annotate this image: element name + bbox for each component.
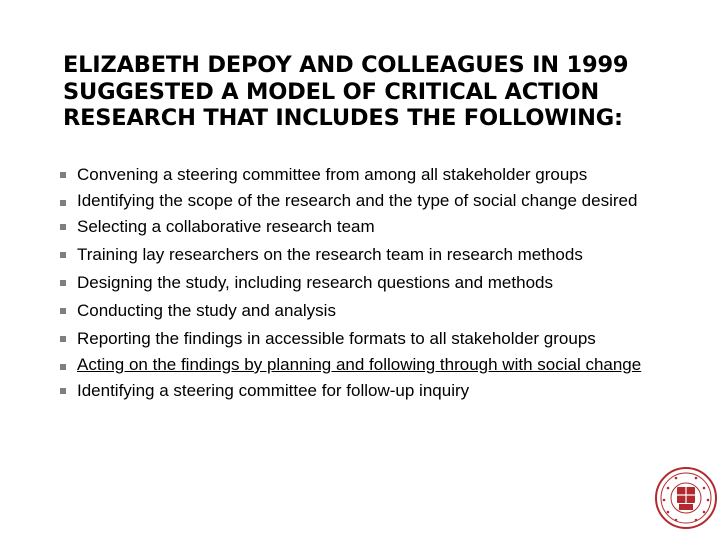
- title-line-3: RESEARCH THAT INCLUDES THE FOLLOWING:: [63, 105, 623, 131]
- bullet-text: Training lay researchers on the research team in research methods: [77, 245, 583, 264]
- bullet-marker-icon: [60, 336, 66, 342]
- bullet-marker-icon: [60, 280, 66, 286]
- title-line-2: SUGGESTED A MODEL OF CRITICAL ACTION: [63, 78, 599, 105]
- bullet-item: [60, 166, 680, 183]
- bullet-marker-icon: [60, 200, 66, 206]
- bullet-text: Conducting the study and analysis: [77, 301, 336, 320]
- university-seal-icon: [650, 460, 720, 540]
- bullet-item: [60, 191, 680, 210]
- bullet-item: [60, 246, 680, 263]
- slide-title: [63, 52, 663, 132]
- bullet-marker-icon: [60, 388, 66, 394]
- bullet-item: [60, 274, 680, 291]
- bullet-text: Identifying a steering committee for follow-up inquiry: [77, 381, 470, 400]
- bullet-item: [60, 330, 680, 347]
- bullet-text: Identifying the scope of the research and the type of social change desired: [77, 191, 638, 210]
- bullet-item: [60, 382, 680, 399]
- bullet-text: Selecting a collaborative research team: [77, 217, 375, 236]
- bullet-text: Designing the study, including research questions and methods: [77, 273, 553, 292]
- bullet-item: [60, 302, 680, 319]
- title-line-1: ELIZABETH DEPOY AND COLLEAGUES IN 1999: [63, 52, 629, 78]
- bullet-text: Convening a steering committee from among all stakeholder groups: [77, 165, 588, 184]
- bullet-item: [60, 355, 680, 374]
- bullet-item: [60, 218, 680, 235]
- bullet-marker-icon: [60, 308, 66, 314]
- bullet-text: Reporting the findings in accessible formats to all stakeholder groups: [77, 329, 596, 348]
- bullet-marker-icon: [60, 364, 66, 370]
- bullet-marker-icon: [60, 224, 66, 230]
- bullet-list: [60, 166, 680, 399]
- bullet-marker-icon: [60, 252, 66, 258]
- bullet-marker-icon: [60, 172, 66, 178]
- bullet-text-link[interactable]: Acting on the findings by planning and following through with social change: [77, 355, 642, 374]
